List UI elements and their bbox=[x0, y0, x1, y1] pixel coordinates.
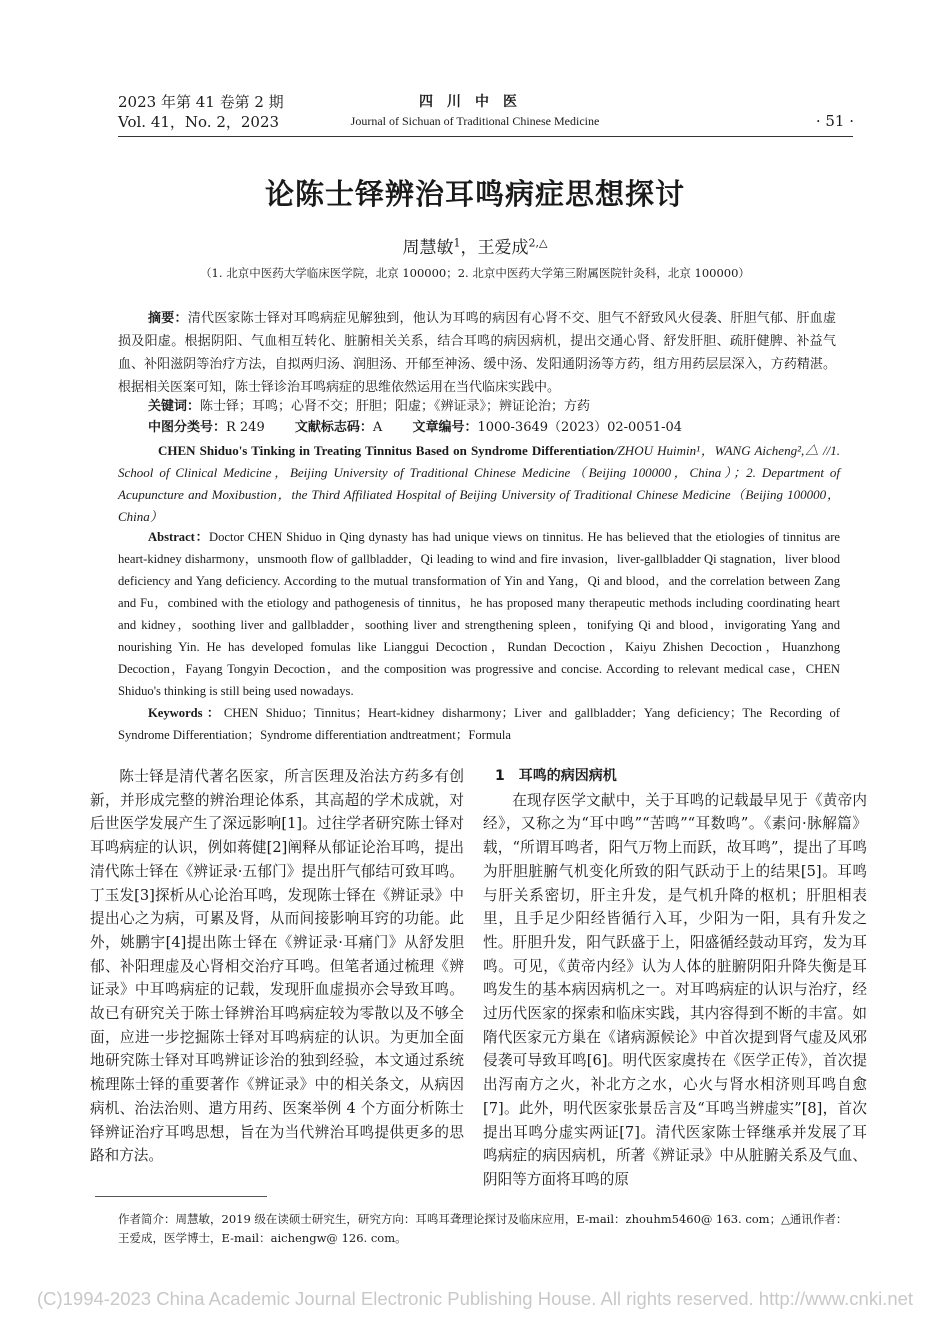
cn-abstract-label: 摘要： bbox=[148, 311, 188, 326]
author-sep: ， bbox=[460, 238, 478, 258]
cls-label: 中图分类号： bbox=[148, 420, 227, 435]
doc-label: 文献标志码： bbox=[294, 420, 373, 435]
cn-classification bbox=[148, 418, 682, 438]
footnote-rule bbox=[95, 1196, 267, 1197]
cnki-watermark: (C)1994-2023 China Academic Journal Electronic Publishing House. All rights reserved. http://www.cnki.net bbox=[36, 1288, 914, 1309]
section-heading: 1 耳鸣的病因病机 bbox=[495, 768, 617, 784]
journal-name-cn: 四川中医 bbox=[419, 94, 531, 110]
en-abstract-text: Doctor CHEN Shiduo in Qing dynasty has had unique views on tinnitus. He has believed that the etiologies of tinnitus are heart-kidney disharmony，unsmooth flow of gallbladder，Qi leading to wind and fire invasion，liver-gallbladder Qi stagnation，liver blood deficiency and Yang deficiency. According to the mutual transformation of Yin and Yang，Qi and blood，and the correlation between Zang and Fu，combined with the etiology and pathogenesis of tinnitus，he has proposed many therapeutic methods including coordinating heart and kidney，soothing liver and gallbladder，soothing liver and strengthening spleen，tonifying Qi and blood，invigorating Yang and nourishing Yin. He has developed fomulas like Lianggui Decoction，Rundan Decoction，Kaiyu Zhishen Decoction，Huanzhong Decoction，Fayang Tongyin Decoction，and the composition was progressive and concise. According to relevant medical case，CHEN Shiduo's thinking is still being used nowadays. bbox=[118, 530, 840, 698]
cn-keywords-text: 陈士铎；耳鸣；心肾不交；肝胆；阳虚；《辨证录》；辨证论治；方药 bbox=[200, 399, 591, 414]
en-keywords-label: Keywords： bbox=[148, 706, 224, 720]
article-value: 1000-3649（2023）02-0051-04 bbox=[477, 420, 683, 435]
article-label: 文章编号： bbox=[412, 420, 478, 435]
en-keywords bbox=[118, 702, 840, 746]
cls-value: R 249 bbox=[226, 420, 265, 435]
issue-cn: 2023 年第 41 卷第 2 期 bbox=[118, 93, 284, 111]
author-footnote bbox=[118, 1210, 858, 1248]
issue-info bbox=[118, 92, 284, 132]
footnote-text: 作者简介：周慧敏，2019 级在读硕士研究生，研究方向：耳鸣耳聋理论探讨及临床应用，E-mail：zhouhm5460@ 163. com；△通讯作者：王爱成，医学博士，E-mail：aichengw@ 126. com。 bbox=[118, 1212, 848, 1245]
left-column bbox=[90, 765, 464, 1168]
cn-keywords-label: 关键词： bbox=[148, 399, 201, 414]
affiliation: （1. 北京中医药大学临床医学院，北京 100000；2. 北京中医药大学第三附属医院针灸科，北京 100000） bbox=[200, 266, 750, 280]
header-rule bbox=[118, 136, 853, 137]
paper-title: 论陈士铎辨治耳鸣病症思想探讨 bbox=[264, 177, 685, 211]
issue-en: Vol. 41，No. 2，2023 bbox=[118, 113, 280, 131]
doc-value: A bbox=[372, 420, 383, 435]
author-1: 周慧敏 bbox=[402, 238, 454, 258]
section-1-paragraph: 在现存医学文献中，关于耳鸣的记载最早见于《黄帝内经》，又称之为“耳中鸣”“苦鸣”“耳数鸣”。《素问·脉解篇》载，“所谓耳鸣者，阳气万物上而跃，故耳鸣”，提出了耳鸣为肝胆脏腑气机变化所致的阳气跃动于上的结果[5]。耳鸣与肝关系密切，肝主升发，是气机升降的枢机；肝胆相表里，且手足少阳经皆循行入耳，少阳为一阳，具有升发之性。肝胆升发，阳气跃盛于上，阳盛循经鼓动耳窍，发为耳鸣。可见，《黄帝内经》认为人体的脏腑阴阳升降失衡是耳鸣发生的基本病因病机之一。对耳鸣病症的认识与治疗，经过历代医家的探索和临床实践，其内容得到不断的丰富。如隋代医家元方巢在《诸病源候论》中首次提到肾气虚及风邪侵袭可导致耳鸣[6]。明代医家虞抟在《医学正传》，首次提出泻南方之火，补北方之水，心火与肾水相济则耳鸣自愈[7]。此外，明代医家张景岳言及“耳鸣当辨虚实”[8]，首次提出耳鸣分虚实两证[7]。清代医家陈士铎继承并发展了耳鸣病症的病因病机，所著《辨证录》中从脏腑关系及气血、阴阳等方面将耳鸣的原 bbox=[483, 791, 867, 1188]
en-title-block bbox=[118, 440, 840, 528]
page-number: · 51 · bbox=[815, 112, 854, 130]
cn-keywords bbox=[148, 397, 590, 417]
author-2: 王爱成 bbox=[477, 238, 529, 258]
cn-abstract bbox=[118, 307, 836, 399]
en-abstract bbox=[118, 526, 840, 702]
cn-abstract-text: 清代医家陈士铎对耳鸣病症见解独到，他认为耳鸣的病因有心肾不交、胆气不舒致风火侵袭、肝胆气郁、肝血虚损及阳虚。根据阴阳、气血相互转化、脏腑相关关系，结合耳鸣的病因病机，提出交通心肾、舒发肝胆、疏肝健脾、补益气血、补阳滋阴等治疗方法，自拟两归汤、润胆汤、开郁至神汤、缓中汤、发阳通阴汤等方药，组方用药层层深入，方药精湛。根据相关医案可知，陈士铎诊治耳鸣病症的思维依然运用在当代临床实践中。 bbox=[118, 311, 836, 395]
journal-name bbox=[290, 92, 660, 130]
author-1-sup: 1 bbox=[453, 236, 461, 250]
en-title: CHEN Shiduo's Tinking in Treating Tinnitus Based on Syndrome Differentiation bbox=[158, 443, 614, 458]
en-authors-affil: /ZHOU Huimin¹，WANG Aicheng²,△ //1. School of Clinical Medicine，Beijing University of Traditional Chinese Medicine（Beijing 100000，China）；2. Department of Acupuncture and Moxibustion，the Third Affiliated Hospital of Beijing University of Traditional Chinese Medicine（Beijing 100000，China） bbox=[118, 443, 840, 524]
right-column bbox=[483, 765, 867, 1192]
en-abstract-label: Abstract： bbox=[148, 530, 210, 544]
en-keywords-text: CHEN Shiduo；Tinnitus；Heart-kidney disharmony；Liver and gallbladder；Yang deficiency；The Recording of Syndrome Differentiation；Syndrome differentiation andtreatment；Formula bbox=[118, 706, 840, 742]
author-line bbox=[0, 233, 950, 258]
journal-name-en: Journal of Sichuan of Traditional Chinese Medicine bbox=[350, 114, 600, 128]
author-2-sup: 2,△ bbox=[528, 236, 548, 250]
intro-paragraph: 陈士铎是清代著名医家，所言医理及治法方药多有创新，并形成完整的辨治理论体系，其高超的学术成就，对后世医学发展产生了深远影响[1]。过往学者研究陈士铎对耳鸣病症的认识，例如蒋健[2]阐释从郁证论治耳鸣，提出清代陈士铎在《辨证录·五郁门》提出肝气郁结可致耳鸣。丁玉发[3]探析从心论治耳鸣，发现陈士铎在《辨证录》中提出心之为病，可累及肾，从而间接影响耳窍的功能。此外，姚鹏宇[4]提出陈士铎在《辨证录·耳痛门》从舒发胆郁、补阳理虚及心肾相交治疗耳鸣。但笔者通过梳理《辨证录》中耳鸣病症的记载，发现肝血虚损亦会导致耳鸣。故已有研究关于陈士铎辨治耳鸣病症较为零散以及不够全面，应进一步挖掘陈士铎对耳鸣病症的认识。为更加全面地研究陈士铎对耳鸣辨证诊治的独到经验，本文通过系统梳理陈士铎的重要著作《辨证录》中的相关条文，从病因病机、治法治则、遣方用药、医案举例 4 个方面分析陈士铎辨证治疗耳鸣思想，旨在为当代辨治耳鸣提供更多的思路和方法。 bbox=[90, 768, 464, 1165]
